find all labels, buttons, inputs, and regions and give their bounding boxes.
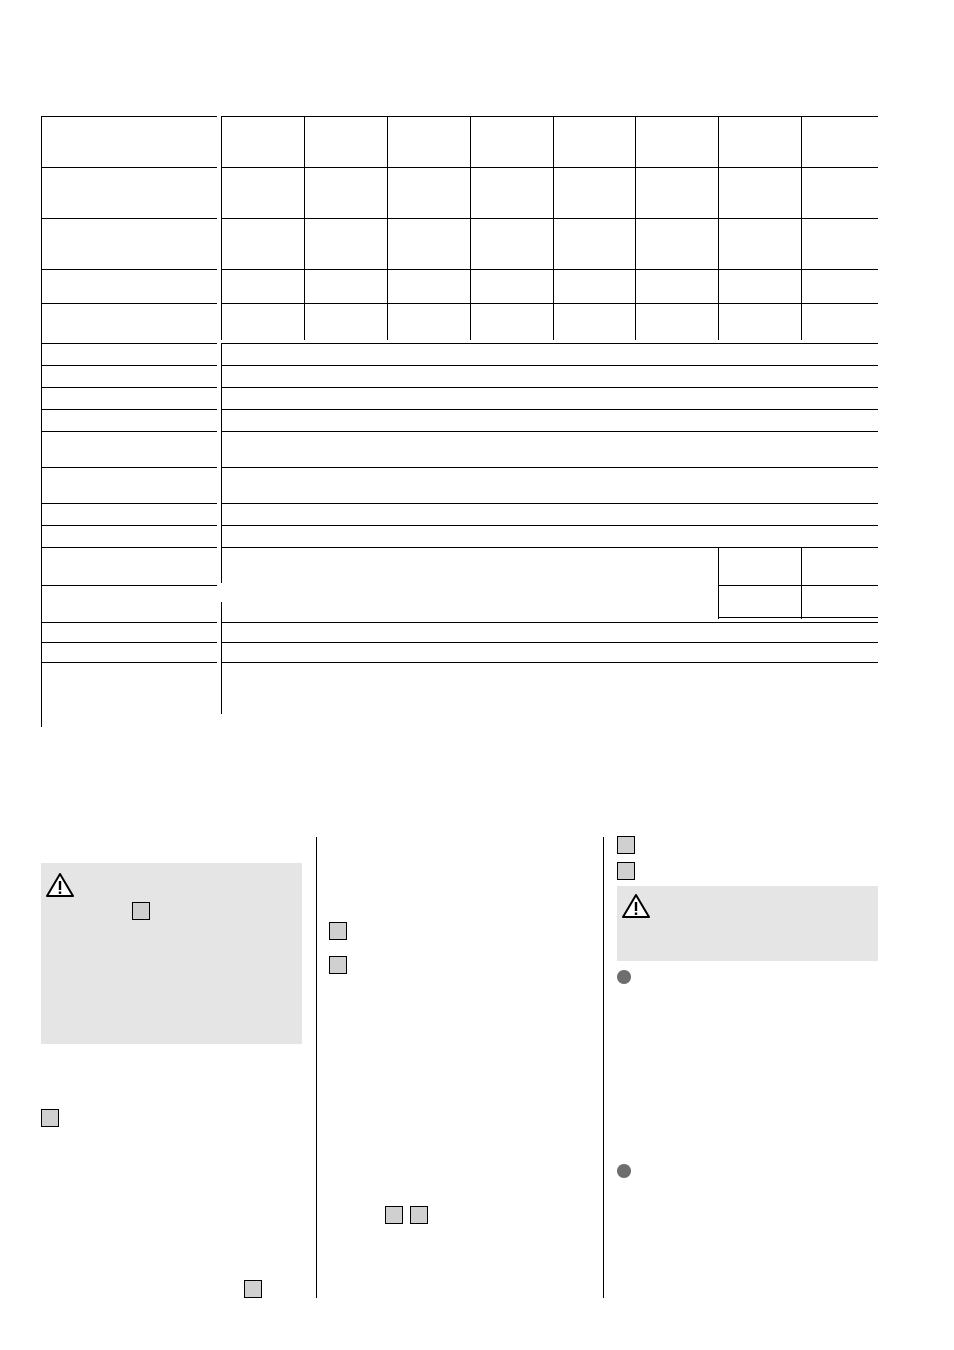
- figure-reference-box: [385, 1206, 403, 1224]
- value-row-rule: [221, 431, 878, 432]
- value-col-rule: [470, 116, 471, 340]
- warning-triangle-icon: [45, 872, 75, 898]
- value-col-rule: [801, 116, 802, 340]
- value-row-rule: [221, 303, 878, 304]
- bullet-dot-icon: [617, 970, 631, 984]
- value-row-rule: [718, 617, 878, 618]
- figure-reference-box: [617, 836, 635, 854]
- value-merged-left-rule: [221, 343, 222, 583]
- value-row-rule: [221, 269, 878, 270]
- label-row-rule: [41, 365, 217, 366]
- label-row-rule: [41, 343, 217, 344]
- figure-reference-box: [410, 1206, 428, 1224]
- value-row-rule: [221, 218, 878, 219]
- label-row-rule: [41, 622, 217, 623]
- figure-reference-box: [244, 1280, 262, 1298]
- warning-note: [41, 863, 302, 1044]
- figure-reference-box: [617, 862, 635, 880]
- value-row-rule: [221, 387, 878, 388]
- value-row-rule: [221, 167, 878, 168]
- label-row-rule: [41, 547, 217, 548]
- bullet-dot-icon: [617, 1164, 631, 1178]
- value-col-rule: [221, 116, 222, 340]
- value-col-rule: [718, 547, 719, 619]
- value-row-rule: [221, 365, 878, 366]
- value-col-rule: [801, 547, 802, 619]
- column-divider: [603, 837, 604, 1298]
- value-row-rule: [221, 116, 878, 117]
- label-row-rule: [41, 218, 217, 219]
- label-row-rule: [41, 467, 217, 468]
- label-row-rule: [41, 269, 217, 270]
- value-row-rule: [221, 409, 878, 410]
- value-row-rule: [221, 622, 878, 623]
- label-row-rule: [41, 503, 217, 504]
- value-merged-left-rule: [221, 602, 222, 714]
- value-col-rule: [387, 116, 388, 340]
- value-row-rule: [221, 662, 878, 663]
- warning-triangle-icon: [621, 893, 651, 919]
- value-col-rule: [718, 116, 719, 340]
- figure-reference-box: [132, 902, 150, 920]
- label-row-rule: [41, 303, 217, 304]
- warning-note: [617, 886, 878, 961]
- value-col-rule: [635, 116, 636, 340]
- value-row-rule: [221, 343, 878, 344]
- value-col-rule: [304, 116, 305, 340]
- value-row-rule: [221, 642, 878, 643]
- value-row-rule: [221, 503, 878, 504]
- value-row-rule: [221, 547, 878, 548]
- label-row-rule: [41, 167, 217, 168]
- figure-reference-box: [41, 1109, 59, 1127]
- label-row-rule: [41, 116, 217, 117]
- label-row-rule: [41, 431, 217, 432]
- figure-reference-box: [329, 956, 347, 974]
- figure-reference-box: [329, 922, 347, 940]
- table-left-rule: [41, 116, 42, 727]
- label-row-rule: [41, 585, 217, 586]
- label-row-rule: [41, 387, 217, 388]
- label-row-rule: [41, 525, 217, 526]
- value-row-rule: [221, 467, 878, 468]
- label-row-rule: [41, 409, 217, 410]
- value-row-rule: [221, 525, 878, 526]
- label-row-rule: [41, 662, 217, 663]
- value-col-rule: [553, 116, 554, 340]
- value-row-rule: [718, 585, 878, 586]
- column-divider: [316, 837, 317, 1298]
- label-row-rule: [41, 642, 217, 643]
